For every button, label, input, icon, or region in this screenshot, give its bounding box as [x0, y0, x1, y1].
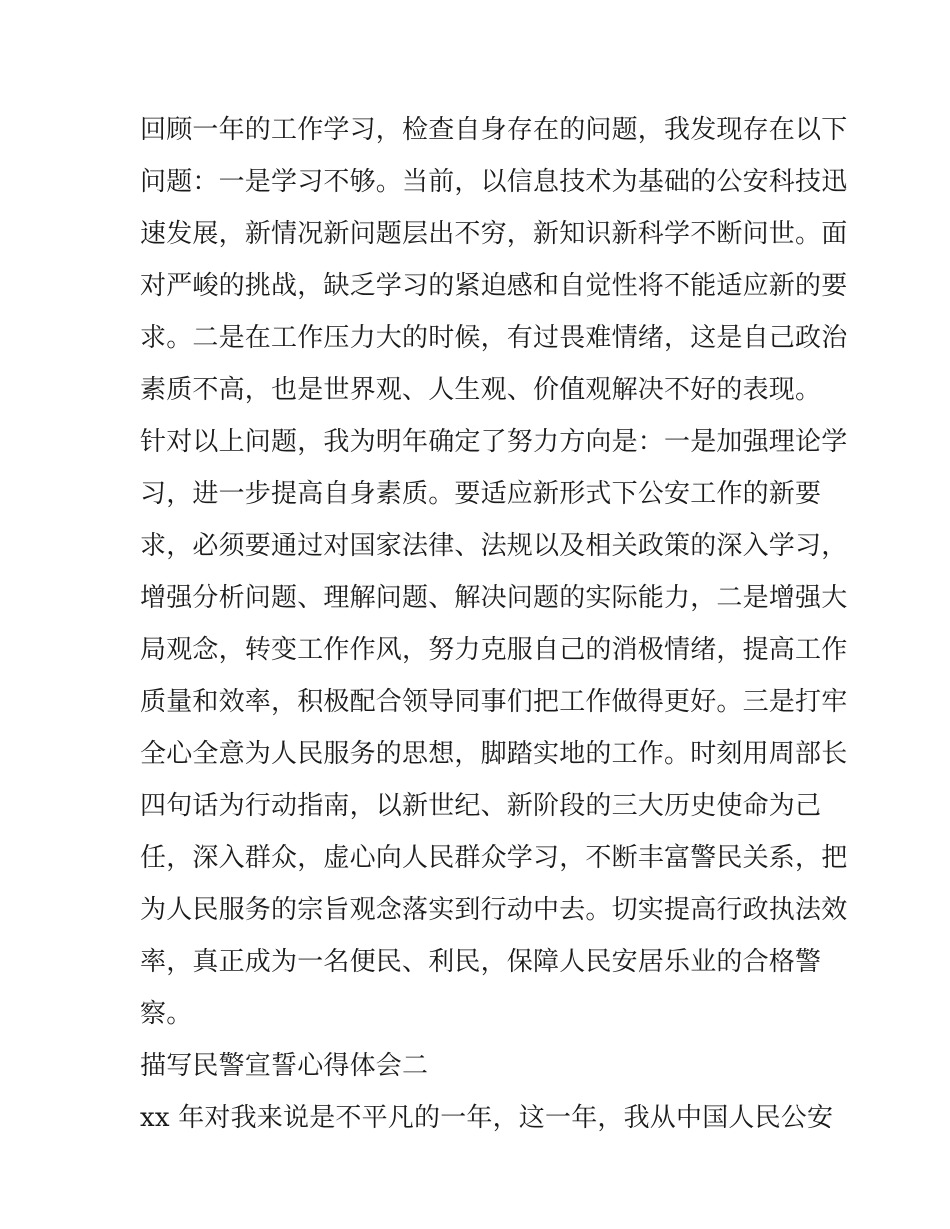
text-line: 问题：一是学习不够。当前，以信息技术为基础的公安科技迅 [140, 167, 848, 197]
text-line: 速发展，新情况新问题层出不穷，新知识新科学不断问世。面 [140, 219, 848, 249]
text-line: xx 年对我来说是不平凡的一年，这一年，我从中国人民公安 [140, 1103, 834, 1133]
text-line: 求。二是在工作压力大的时候，有过畏难情绪，这是自己政治 [140, 323, 848, 353]
text-line: 回顾一年的工作学习，检查自身存在的问题，我发现存在以下 [140, 115, 848, 145]
text-line: 素质不高，也是世界观、人生观、价值观解决不好的表现。 [140, 375, 822, 405]
text-line: 察。 [140, 999, 193, 1029]
text-line: 任，深入群众，虚心向人民群众学习，不断丰富警民关系，把 [140, 843, 848, 873]
text-line: 针对以上问题，我为明年确定了努力方向是：一是加强理论学 [140, 427, 848, 457]
text-line: 局观念，转变工作作风，努力克服自己的消极情绪，提高工作 [140, 635, 848, 665]
text-line: 率，真正成为一名便民、利民，保障人民安居乐业的合格警 [140, 947, 822, 977]
text-line: 增强分析问题、理解问题、解决问题的实际能力，二是增强大 [140, 583, 848, 613]
text-line: 全心全意为人民服务的思想，脚踏实地的工作。时刻用周部长 [140, 739, 848, 769]
text-line: 四句话为行动指南，以新世纪、新阶段的三大历史使命为己 [140, 791, 822, 821]
text-line: 为人民服务的宗旨观念落实到行动中去。切实提高行政执法效 [140, 895, 848, 925]
text-line: 习，进一步提高自身素质。要适应新形式下公安工作的新要 [140, 479, 822, 509]
text-line: 质量和效率，积极配合领导同事们把工作做得更好。三是打牢 [140, 687, 848, 717]
text-line: 对严峻的挑战，缺乏学习的紧迫感和自觉性将不能适应新的要 [140, 271, 848, 301]
section-heading: 描写民警宣誓心得体会二 [140, 1051, 429, 1081]
text-line: 求，必须要通过对国家法律、法规以及相关政策的深入学习， [140, 531, 848, 561]
